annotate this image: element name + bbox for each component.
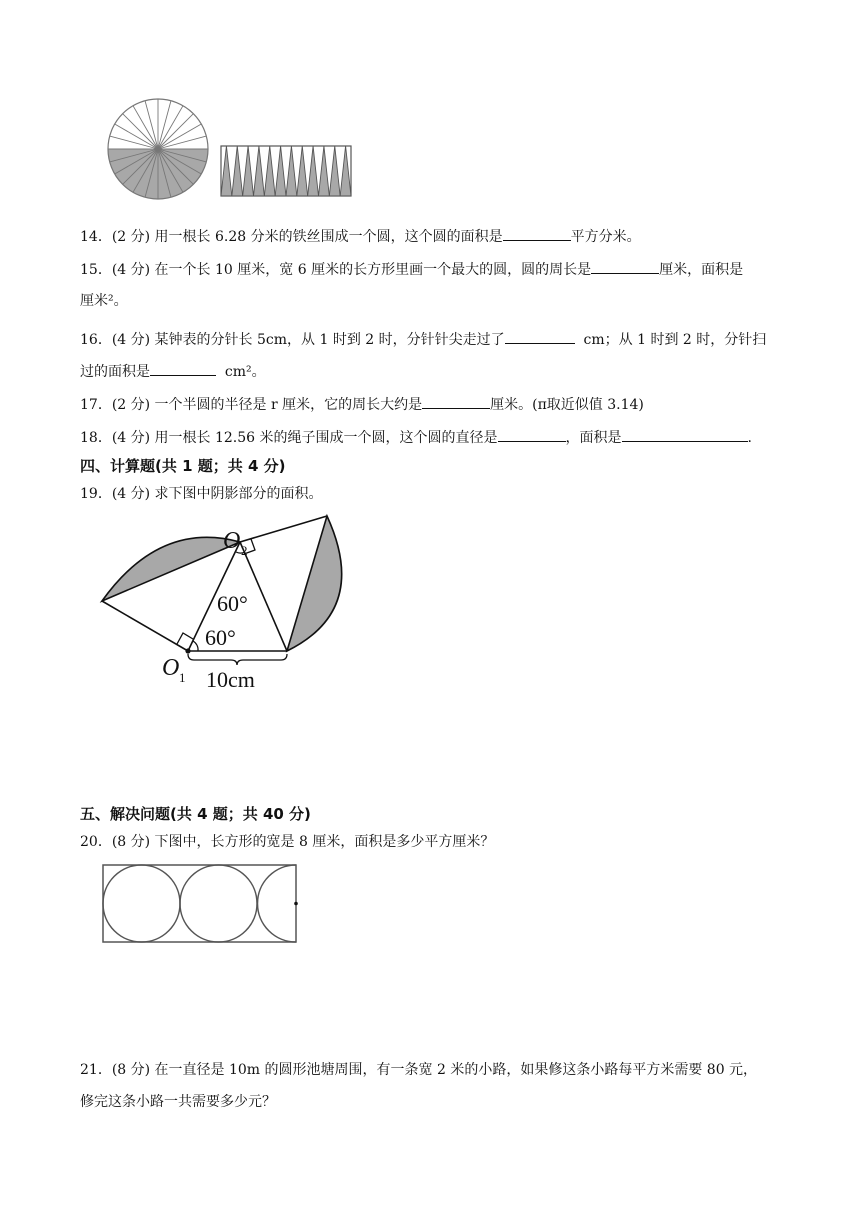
outer-rectangle bbox=[103, 865, 296, 942]
circle-2 bbox=[180, 865, 257, 942]
point-o1 bbox=[185, 648, 190, 653]
answer-blank[interactable] bbox=[422, 394, 490, 409]
line-o2-top bbox=[240, 516, 327, 542]
circle-spoke bbox=[145, 101, 158, 149]
question-14: 14．(2 分) 用一根长 6.28 分米的铁丝围成一个圆，这个圆的面积是 平方分米。 bbox=[80, 226, 641, 247]
circle-spoke bbox=[158, 101, 171, 149]
answer-blank[interactable] bbox=[591, 259, 659, 274]
answer-blank[interactable] bbox=[622, 427, 748, 442]
question-15: 15．(4 分) 在一个长 10 厘米，宽 6 厘米的长方形里画一个最大的圆，圆的周长是 厘米，面积是 bbox=[80, 259, 743, 280]
question-19: 19．(4 分) 求下图中阴影部分的面积。 bbox=[80, 486, 323, 502]
right-shaded-segment bbox=[287, 516, 342, 651]
circle-1 bbox=[103, 865, 180, 942]
circle-division-figure bbox=[100, 100, 360, 205]
rearranged-strip bbox=[221, 146, 351, 196]
question-16: 16．(4 分) 某钟表的分针长 5cm，从 1 时到 2 时，分针针尖走过了 cm；从 1 时到 2 时，分针扫 bbox=[80, 329, 766, 350]
label-o2-subscript: 2 bbox=[241, 543, 248, 558]
center-dot bbox=[294, 902, 298, 906]
shaded-area-figure bbox=[95, 510, 355, 695]
circle-spoke bbox=[158, 136, 206, 149]
question-21-line2: 修完这条小路一共需要多少元？ bbox=[80, 1094, 276, 1110]
question-15-line2: 厘米²。 bbox=[80, 293, 128, 309]
label-o1: O bbox=[162, 655, 180, 681]
divided-circle bbox=[108, 99, 208, 199]
section-4-heading: 四、计算题(共 1 题；共 4 分) bbox=[80, 457, 286, 475]
angle-arc-o1 bbox=[193, 641, 198, 651]
dimension-brace bbox=[188, 654, 287, 665]
right-angle-mark-o1 bbox=[177, 633, 193, 644]
answer-blank[interactable] bbox=[503, 226, 571, 241]
answer-blank[interactable] bbox=[505, 329, 575, 344]
answer-blank[interactable] bbox=[498, 427, 566, 442]
line-o1-left bbox=[102, 601, 188, 651]
label-angle-bottom: 60° bbox=[205, 625, 236, 650]
question-20: 20．(8 分) 下图中，长方形的宽是 8 厘米，面积是多少平方厘米？ bbox=[80, 834, 495, 850]
circle-spoke bbox=[110, 136, 158, 149]
question-21: 21．(8 分) 在一直径是 10m 的圆形池塘周围，有一条宽 2 米的小路，如果修这条小路每平方米需要 80 元， bbox=[80, 1062, 758, 1078]
question-18: 18．(4 分) 用一根长 12.56 米的绳子围成一个圆，这个圆的直径是 ，面积是 . bbox=[80, 427, 752, 448]
label-o2: O bbox=[223, 528, 241, 554]
section-5-heading: 五、解决问题(共 4 题；共 40 分) bbox=[80, 805, 311, 823]
question-17: 17．(2 分) 一个半圆的半径是 r 厘米，它的周长大约是 厘米。(π取近似值 3.14) bbox=[80, 394, 644, 415]
label-angle-top: 60° bbox=[217, 591, 248, 616]
half-circle bbox=[258, 865, 297, 942]
answer-blank[interactable] bbox=[150, 361, 216, 376]
rectangle-circles-figure bbox=[100, 862, 300, 946]
label-o1-subscript: 1 bbox=[179, 670, 186, 685]
question-16-line2: 过的面积是 cm²。 bbox=[80, 361, 266, 382]
label-length: 10cm bbox=[206, 667, 255, 692]
